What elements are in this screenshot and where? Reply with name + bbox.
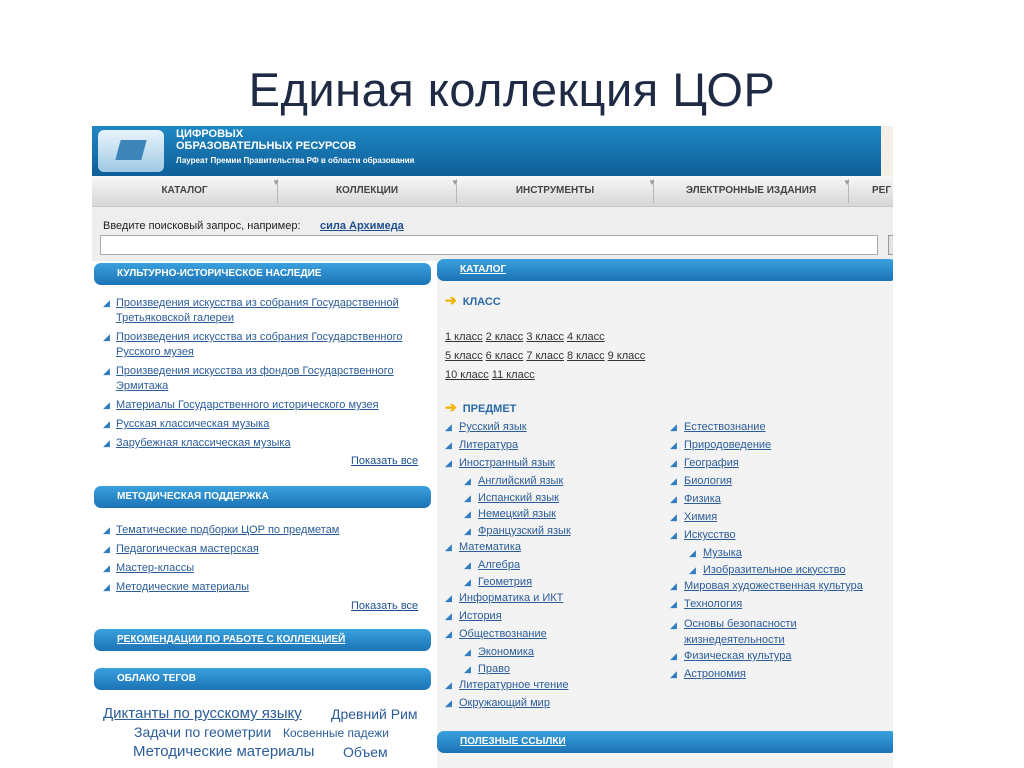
catalog-header[interactable]: КАТАЛОГ [437,259,893,281]
subject-item [689,547,742,559]
subject-heading-label: ПРЕДМЕТ [462,403,517,415]
heritage-link[interactable] [116,399,379,411]
subject-item [445,628,547,640]
subject-link[interactable] [478,663,510,675]
subject-link-text: Алгебра [478,559,521,571]
bullet-icon: ◢ [103,544,110,554]
subject-item [464,524,571,537]
bullet-icon: ◢ [670,458,677,468]
subject-item [445,541,521,553]
subject-link-text: Немецкий язык [478,508,556,520]
grade-link[interactable]: 2 класс [485,331,524,343]
tag-cloud-header: ОБЛАКО ТЕГОВ [94,668,431,690]
heritage-link-line: Произведения искусства из фондов Государственного [116,365,394,377]
subject-link-text: Природоведение [684,439,772,451]
subject-item [670,668,746,680]
bullet-icon: ◢ [445,458,452,468]
methodical-header[interactable]: МЕТОДИЧЕСКАЯ ПОДДЕРЖКА [94,486,431,508]
heritage-show-all-link[interactable]: Показать все [351,455,419,467]
heritage-item [92,330,432,360]
tag-link[interactable]: Древний Рим [331,706,418,722]
grade-link[interactable]: 6 класс [485,350,524,362]
subject-link-text: Физика [684,493,721,505]
bullet-icon: ◢ [445,422,452,432]
subject-link-text: Астрономия [684,668,746,680]
subject-link-text: Иностранный язык [459,457,555,469]
grade-row [445,350,648,362]
subject-item [689,563,846,576]
grade-link[interactable]: 4 класс [566,331,605,343]
methodical-item [92,523,432,538]
bullet-icon: ◢ [464,647,471,657]
bullet-icon: ◢ [689,564,696,575]
subject-item [464,559,521,571]
subject-link[interactable] [684,650,792,662]
methodical-list [92,523,432,599]
subject-link-text: Французский язык [478,524,571,537]
methodical-link[interactable]: Мастер-классы [116,562,195,574]
bullet-icon: ◢ [445,698,452,708]
class-heading-label: КЛАСС [462,296,501,308]
subject-link-text: Экономика [478,646,535,658]
nav-arrow-icon: ▼ [843,178,851,187]
subject-item [464,491,559,504]
subject-item [670,475,733,487]
banner-line2: ОБРАЗОВАТЕЛЬНЫХ РЕСУРСОВ [176,140,357,152]
nav-arrow-icon: ▼ [451,178,459,187]
grade-link[interactable]: 9 класс [607,350,646,362]
logo-icon [98,130,164,172]
subject-link[interactable] [459,697,550,709]
bullet-icon: ◢ [103,400,110,410]
nav-regions[interactable]: РЕГ [872,185,892,196]
tag-link[interactable]: Косвенные падежи [283,726,389,740]
heritage-item [92,296,432,326]
subject-link-text: Искусство [684,529,736,541]
subject-link-text: Геометрия [478,575,533,588]
bullet-icon: ◢ [670,494,677,504]
main-nav [92,176,893,207]
subject-item [445,610,502,622]
bullet-icon: ◢ [445,440,452,450]
bullet-icon: ◢ [670,530,677,540]
subject-link[interactable] [459,457,555,469]
tag-link[interactable]: Объем [343,744,388,760]
bullet-icon: ◢ [689,548,696,558]
arrow-right-icon: ➔ [445,399,457,415]
subject-item [670,616,797,648]
bullet-icon: ◢ [103,563,110,573]
subject-link-text: Литература [459,439,519,451]
bullet-icon: ◢ [464,509,471,519]
grade-link[interactable]: 1 класс [445,331,483,343]
heritage-link[interactable] [116,437,291,449]
subject-link[interactable] [703,547,742,559]
arrow-right-icon: ➔ [445,292,457,308]
subject-link-text: Испанский язык [478,491,559,504]
tag-link[interactable]: Задачи по геометрии [134,724,272,740]
banner-line1: ЦИФРОВЫХ [176,128,244,140]
banner-image [881,126,893,176]
useful-links-header[interactable]: ПОЛЕЗНЫЕ ССЫЛКИ [437,731,893,753]
subject-link[interactable] [684,618,797,646]
subject-link[interactable] [684,493,721,505]
bullet-icon: ◢ [103,525,110,535]
subject-link-text: Английский язык [478,475,564,487]
bullet-icon: ◢ [464,560,471,570]
website-screenshot [92,126,893,768]
subject-link[interactable] [478,646,534,658]
subject-item [464,646,535,658]
subject-item [670,457,739,469]
subject-link-text: История [459,610,502,622]
subject-link-text: Окружающий мир [459,697,550,709]
search-example-link[interactable]: сила Архимеда [320,220,404,232]
subject-link-text: Обществознание [459,628,547,640]
grade-link[interactable]: 3 класс [526,331,564,343]
bullet-icon: ◢ [670,440,677,450]
recommendations-header[interactable]: РЕКОМЕНДАЦИИ ПО РАБОТЕ С КОЛЛЕКЦИЕЙ [94,629,431,651]
heritage-link-line: Русского музея [116,346,194,358]
subject-link-text: Естествознание [684,421,766,433]
subject-item [445,457,555,469]
bullet-icon: ◢ [103,419,110,429]
subject-link-text: География [684,457,739,469]
grade-link[interactable]: 10 класс [445,369,489,381]
bullet-icon: ◢ [103,438,110,448]
subject-item [670,439,772,451]
subject-link[interactable] [684,439,771,451]
subject-link[interactable] [703,564,846,576]
bullet-icon: ◢ [103,582,110,592]
heritage-link-line: Произведения искусства из собрания Государственного [116,331,403,343]
tag-link[interactable]: Диктанты по русскому языку [103,705,302,722]
subject-link[interactable] [459,592,563,604]
subject-link[interactable] [684,511,717,523]
left-column [92,261,434,768]
subject-link-text: Мировая художественная культура [684,580,863,592]
heritage-link-line: Зарубежная классическая музыка [116,437,291,449]
methodical-link[interactable]: Тематические подборки ЦОР по предметам [116,524,340,536]
subject-item [464,508,556,520]
bullet-icon: ◢ [445,680,452,690]
bullet-icon: ◢ [103,366,110,376]
nav-arrow-icon: ▼ [648,178,656,187]
grade-link[interactable]: 11 класс [491,369,535,381]
subject-item [670,529,736,541]
subject-link[interactable] [684,457,739,469]
subject-link-text: Химия [684,511,718,523]
nav-catalog[interactable]: КАТАЛОГ [161,185,208,196]
nav-collections[interactable]: КОЛЛЕКЦИИ [335,185,399,196]
heritage-link[interactable] [116,331,403,358]
grade-link[interactable]: 8 класс [566,350,605,362]
subject-link[interactable] [684,580,863,592]
heritage-link[interactable] [116,418,269,430]
subject-item [445,697,550,709]
subject-link[interactable] [478,576,532,588]
heritage-link-line: Произведения искусства из собрания Государственной [116,297,399,309]
bullet-icon: ◢ [103,332,110,342]
nav-tools[interactable]: ИНСТРУМЕНТЫ [515,185,595,196]
subject-link[interactable] [459,541,521,553]
subject-item [670,421,766,433]
bullet-icon: ◢ [445,542,452,552]
subject-link-text: Русский язык [459,421,527,433]
search-label: Введите поисковый запрос, например: [103,220,301,232]
heritage-link[interactable] [116,365,394,392]
heritage-link-line: Эрмитажа [116,380,169,392]
heritage-link-line: Третьяковской галереи [116,312,235,324]
subject-link-text: Основы безопасности [684,618,797,630]
search-button[interactable] [888,235,893,255]
bullet-icon: ◢ [670,669,677,679]
subject-link[interactable] [459,628,547,640]
site-banner[interactable] [92,126,893,176]
heritage-item [92,436,432,451]
bullet-icon: ◢ [464,525,471,536]
class-heading [445,292,501,309]
bullet-icon: ◢ [103,298,110,308]
bullet-icon: ◢ [670,651,677,661]
subject-item [464,475,564,487]
heritage-item [92,364,432,394]
subject-item [464,575,533,588]
subject-item [445,439,519,451]
subject-link[interactable] [459,679,569,691]
grade-row [445,331,608,343]
subject-link-text: жизнедеятельности [684,634,785,646]
subject-link[interactable] [478,525,571,537]
subject-link[interactable] [684,668,746,680]
subject-link[interactable] [478,508,556,520]
search-input[interactable] [100,235,878,255]
bullet-icon: ◢ [670,581,677,591]
subject-link-text: Музыка [703,547,742,559]
tag-link[interactable]: Методические материалы [133,743,315,760]
bullet-icon: ◢ [670,476,677,486]
nav-e-editions[interactable]: ЭЛЕКТРОННЫЕ ИЗДАНИЯ [685,185,817,196]
methodical-item [92,561,432,576]
methodical-show-all-link[interactable]: Показать все [351,600,419,612]
bullet-icon: ◢ [464,476,471,486]
subject-link[interactable] [684,421,766,433]
subject-link-text: Физическая культура [684,650,792,662]
subject-item [445,421,527,433]
subject-item [464,662,510,675]
bullet-icon: ◢ [670,620,677,630]
subject-item [670,650,792,662]
heritage-link[interactable] [116,297,399,324]
nav-arrow-icon: ▼ [272,178,280,187]
methodical-link[interactable]: Педагогическая мастерская [116,543,259,555]
banner-line3: Лауреат Премии Правительства РФ в области образования [176,156,415,165]
subject-link[interactable] [478,475,563,487]
subject-link-text: Литературное чтение [459,679,569,691]
bullet-icon: ◢ [464,663,471,674]
search-area [92,207,893,261]
subject-item [670,493,721,505]
subject-link[interactable] [478,492,559,504]
bullet-icon: ◢ [445,611,452,621]
subject-item [670,598,743,610]
bullet-icon: ◢ [670,599,677,609]
subject-link-text: Информатика и ИКТ [459,592,564,604]
grade-link[interactable]: 7 класс [526,350,564,362]
methodical-item [92,542,432,557]
grade-link[interactable]: 5 класс [445,350,483,362]
heritage-list [92,296,432,455]
subject-link[interactable] [684,529,736,541]
subject-link[interactable] [684,598,742,610]
methodical-item [92,580,432,595]
subject-link-text: Право [478,662,510,675]
heritage-header[interactable]: КУЛЬТУРНО-ИСТОРИЧЕСКОЕ НАСЛЕДИЕ [94,263,431,285]
subject-link[interactable] [478,559,520,571]
subject-link[interactable] [459,439,518,451]
grade-row [445,369,538,381]
subject-link[interactable] [459,610,502,622]
heritage-item [92,417,432,432]
bullet-icon: ◢ [670,422,677,432]
subject-item [445,592,564,604]
heritage-item [92,398,432,413]
subject-item [445,679,569,691]
subject-item [670,580,863,592]
bullet-icon: ◢ [670,512,677,522]
subject-link-text: Изобразительное искусство [703,563,846,576]
slide-title: Единая коллекция ЦОР [248,63,776,116]
bullet-icon: ◢ [445,593,452,603]
bullet-icon: ◢ [464,492,471,503]
subject-link-text: Технология [684,598,743,610]
subject-heading [445,399,516,416]
subject-link[interactable] [459,421,527,433]
bullet-icon: ◢ [445,629,452,639]
bullet-icon: ◢ [464,576,471,587]
subject-link[interactable] [684,475,732,487]
heritage-link-line: Русская классическая музыка [116,418,270,430]
subject-item [670,511,718,523]
methodical-link[interactable]: Методические материалы [116,581,250,593]
heritage-link-line: Материалы Государственного исторического музея [116,399,379,411]
subject-link-text: Биология [684,475,733,487]
subject-link-text: Математика [459,541,521,553]
